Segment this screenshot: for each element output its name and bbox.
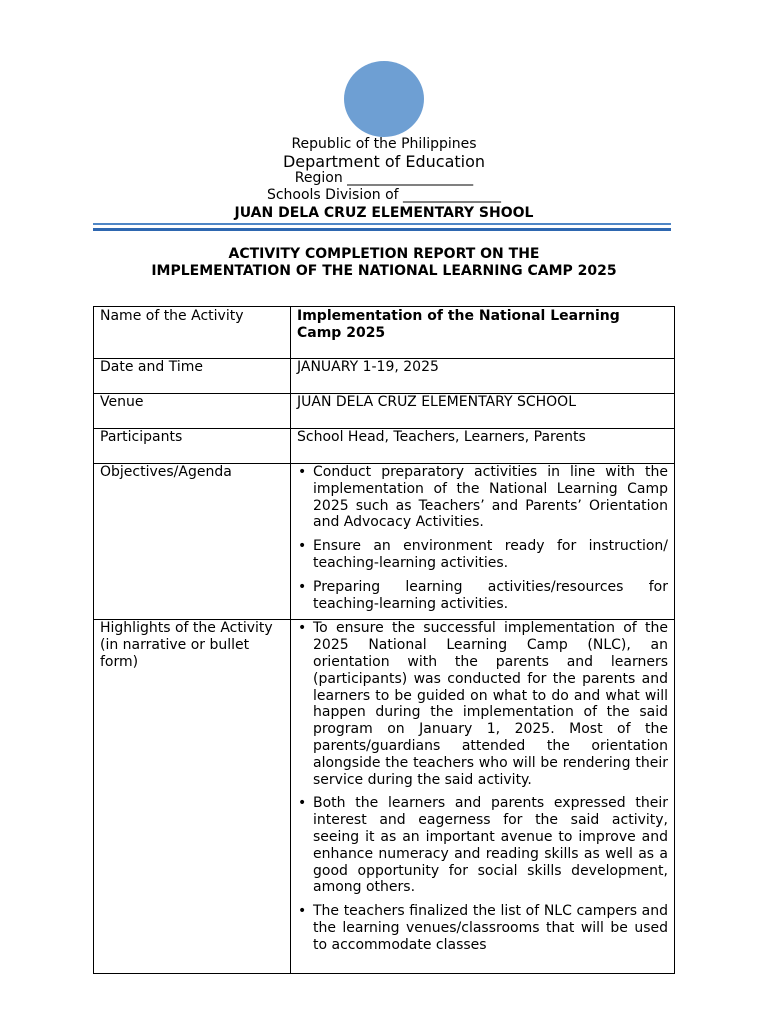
participants-value: School Head, Teachers, Learners, Parents [291, 429, 675, 464]
venue-label: Venue [94, 394, 291, 429]
list-item: • To ensure the successful implementation of the 2025 National Learning Camp (NLC), an orientation with the parents and learners (participants) was conducted for the parents and learners to be guided on what to do and what will happen during the implementation of the said program on January 1, 2025. Most of the parents/guardians attended the orientation alongside the teachers who will be rendering their service during the said activity. [313, 620, 668, 788]
highlights-list [297, 620, 668, 953]
header-school-name: JUAN DELA CRUZ ELEMENTARY SHOOL [234, 205, 534, 221]
activity-name-value: Implementation of the National Learning Camp 2025 [291, 307, 675, 359]
header-department: Department of Education [282, 152, 486, 171]
date-label: Date and Time [94, 359, 291, 394]
header-country: Republic of the Philippines [291, 136, 477, 152]
list-item: • Ensure an environment ready for instruction/ teaching-learning activities. [313, 538, 668, 572]
objectives-cell [291, 464, 675, 620]
table-row [94, 359, 675, 394]
list-item: • Both the learners and parents expressed their interest and eagerness for the said activity, seeing it as an important avenue to improve and enhance numeracy and reading skills as well as a good opportunity for social skills development, among others. [313, 795, 668, 896]
header-division: Schools Division of ______________ [266, 187, 502, 203]
table-row [94, 429, 675, 464]
report-title-line2: IMPLEMENTATION OF THE NATIONAL LEARNING CAMP 2025 [151, 263, 617, 279]
agency-seal [344, 61, 424, 137]
header-divider-thick [93, 228, 671, 231]
table-row [94, 394, 675, 429]
activity-name-label: Name of the Activity [94, 307, 291, 359]
table-row [94, 464, 675, 620]
participants-label: Participants [94, 429, 291, 464]
table-row [94, 620, 675, 974]
highlights-label: Highlights of the Activity [100, 620, 273, 637]
header-divider-thin [93, 223, 671, 225]
table-row [94, 307, 675, 359]
objectives-label: Objectives/Agenda [94, 464, 291, 620]
header-region: Region __________________ [294, 170, 474, 186]
objectives-list [297, 464, 668, 612]
report-table [93, 306, 675, 974]
report-title-line1: ACTIVITY COMPLETION REPORT ON THE [228, 246, 540, 262]
venue-value: JUAN DELA CRUZ ELEMENTARY SCHOOL [291, 394, 675, 429]
highlights-label-note: (in narrative or bullet form) [100, 637, 250, 670]
list-item: • Conduct preparatory activities in line with the implementation of the National Learning Camp 2025 such as Teachers’ and Parents’ Orientation and Advocacy Activities. [313, 464, 668, 531]
list-item: • Preparing learning activities/resources for teaching-learning activities. [313, 579, 668, 613]
highlights-cell [291, 620, 675, 974]
date-value: JANUARY 1-19, 2025 [291, 359, 675, 394]
highlights-label-cell [94, 620, 291, 974]
list-item: • The teachers finalized the list of NLC campers and the learning venues/classrooms that will be used to accommodate classes [313, 903, 668, 953]
